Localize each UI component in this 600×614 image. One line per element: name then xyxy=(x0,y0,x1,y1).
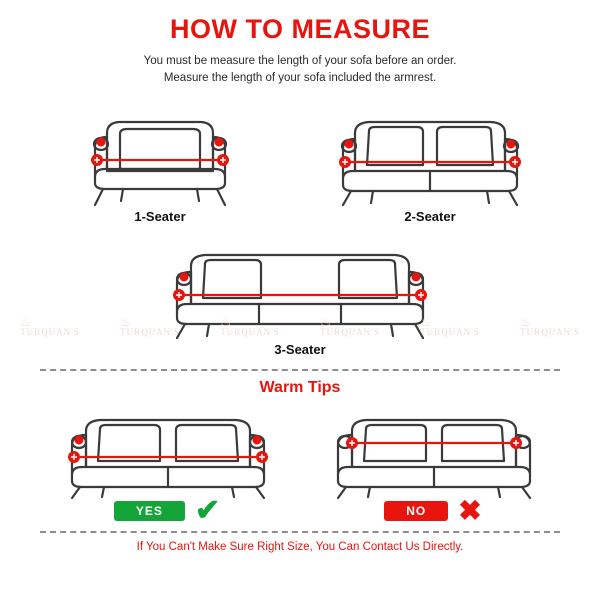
footer-note: If You Can't Make Sure Right Size, You Can Contact Us Directly. xyxy=(136,541,464,553)
flame-icon: ♨ xyxy=(420,314,432,329)
seater-row-top xyxy=(0,97,600,224)
flame-icon: ♨ xyxy=(520,314,532,329)
two-seater-caption: 2-Seater xyxy=(404,209,456,224)
arm-marker-left xyxy=(345,140,354,149)
flame-icon: ♨ xyxy=(220,314,232,329)
watermark: ♨ TURQUAN'S xyxy=(220,314,280,337)
arm-marker-right xyxy=(215,138,224,147)
cross-icon: ✖ xyxy=(458,495,482,526)
arm-marker-right xyxy=(507,140,516,149)
one-seater-illustration xyxy=(65,97,255,207)
instruction-line-2: Measure the length of your sofa included the armrest. xyxy=(163,72,437,84)
flame-icon: ♨ xyxy=(320,314,332,329)
correct-measure-illustration xyxy=(52,399,282,499)
arm-marker-left xyxy=(75,436,84,445)
one-seater-block xyxy=(65,97,255,224)
three-seater-illustration xyxy=(155,230,445,340)
two-seater-block xyxy=(325,97,535,224)
arm-marker-left xyxy=(180,273,189,282)
page-title: HOW TO MEASURE xyxy=(169,14,430,44)
watermark: ♨ TURQUAN'S xyxy=(320,314,380,337)
two-seater-illustration xyxy=(325,97,535,207)
tips-row xyxy=(0,399,600,527)
no-badge: NO xyxy=(384,501,448,521)
infographic-page xyxy=(0,14,600,614)
watermark: ♨ TURQUAN'S xyxy=(20,314,80,337)
warm-tips-heading: Warm Tips xyxy=(259,379,341,396)
check-icon: ✔ xyxy=(194,494,221,527)
arm-marker-left xyxy=(97,138,106,147)
arm-marker-right xyxy=(253,436,262,445)
wrong-badge-row xyxy=(318,495,548,526)
wrong-measure-illustration xyxy=(318,399,548,499)
correct-badge-row xyxy=(52,494,282,527)
watermark: ♨ TURQUAN'S xyxy=(120,314,180,337)
wrong-example-block xyxy=(318,399,548,526)
flame-icon: ♨ xyxy=(120,314,132,329)
watermark: ♨ TURQUAN'S xyxy=(520,314,580,337)
watermark: ♨ TURQUAN'S xyxy=(420,314,480,337)
arm-marker-right xyxy=(412,273,421,282)
divider-top xyxy=(40,369,560,371)
three-seater-block xyxy=(155,230,445,357)
divider-bottom xyxy=(40,531,560,533)
seater-row-middle xyxy=(0,230,600,357)
instruction-line-1: You must be measure the length of your sofa before an order. xyxy=(143,55,457,67)
correct-example-block xyxy=(52,399,282,527)
yes-badge: YES xyxy=(114,501,185,521)
flame-icon: ♨ xyxy=(20,314,32,329)
three-seater-caption: 3-Seater xyxy=(274,342,326,357)
one-seater-caption: 1-Seater xyxy=(134,209,186,224)
instructions xyxy=(0,53,600,87)
